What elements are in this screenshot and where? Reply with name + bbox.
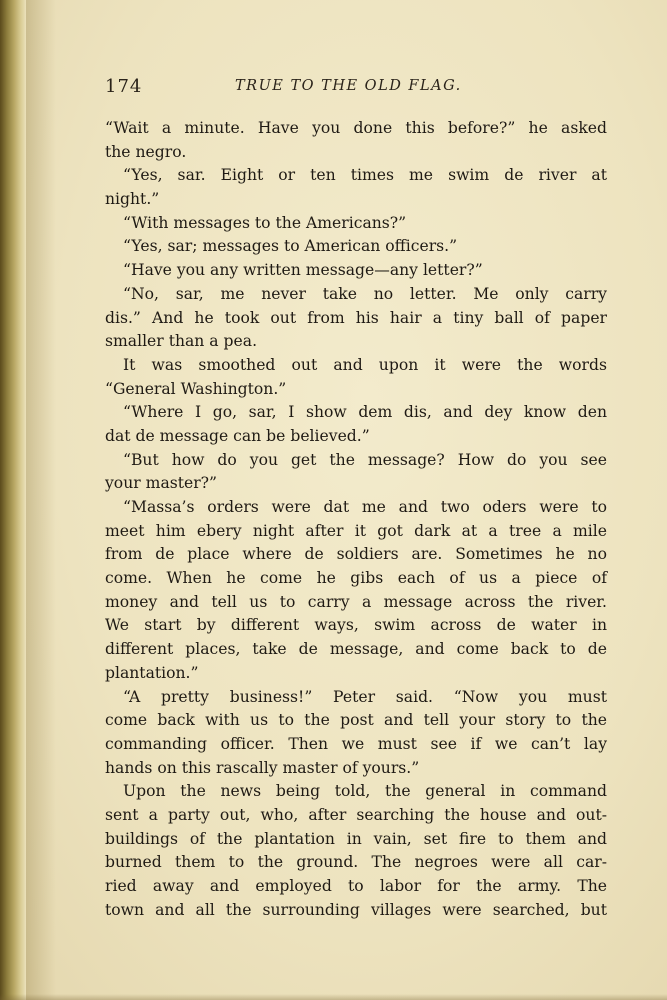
text-line: your master?” [105, 474, 218, 493]
text-line: burned them to the ground. The negroes were all car- [105, 853, 607, 872]
text-line: Upon the news being told, the general in command [123, 782, 607, 801]
running-head: TRUE TO THE OLD FLAG. [235, 78, 462, 94]
text-line: “No, sar, me never take no letter. Me only carry [123, 284, 607, 303]
text-line: sent a party out, who, after searching the house and out- [105, 805, 607, 824]
text-line: come back with us to the post and tell your story to the [105, 711, 607, 730]
text-line: “Have you any written message—any letter?” [123, 261, 483, 280]
body-text [105, 117, 607, 922]
text-line: “Wait a minute. Have you done this before?” he asked [105, 119, 607, 137]
text-line: “Massa’s orders were dat me and two oders were to [123, 498, 607, 516]
text-line: smaller than a pea. [105, 332, 258, 351]
book-spine-edge [0, 0, 26, 1000]
text-line: buildings of the plantation in vain, set fire to them and [105, 829, 607, 848]
text-line: plantation.” [105, 663, 199, 682]
text-line: It was smoothed out and upon it were the words [123, 355, 607, 374]
text-line: town and all the surrounding villages were searched, but [105, 900, 607, 919]
gutter-shadow [26, 0, 56, 1000]
page-header [105, 76, 607, 102]
text-line: money and tell us to carry a message across the river. [105, 592, 607, 611]
text-line: We start by different ways, swim across de water in [105, 616, 607, 635]
text-line: night.” [105, 190, 160, 209]
text-line: the negro. [105, 142, 187, 161]
text-line: “With messages to the Americans?” [123, 213, 407, 232]
text-line: dat de message can be believed.” [105, 426, 370, 445]
text-line: “General Washington.” [105, 379, 287, 398]
text-line: hands on this rascally master of yours.” [105, 758, 420, 777]
text-line: come. When he come he gibs each of us a piece of [105, 569, 607, 588]
text-line: “Yes, sar. Eight or ten times me swim de river at [123, 166, 607, 185]
text-line: “A pretty business!” Peter said. “Now you must [123, 687, 607, 706]
text-line: “Yes, sar; messages to American officers.” [123, 237, 458, 256]
text-line: dis.” And he took out from his hair a tiny ball of paper [105, 308, 607, 327]
text-line: “Where I go, sar, I show dem dis, and dey know den [123, 403, 607, 422]
text-line: different places, take de message, and come back to de [105, 640, 607, 659]
text-line: “But how do you get the message? How do you see [123, 450, 607, 469]
page-number: 174 [105, 76, 143, 97]
text-line: ried away and employed to labor for the army. The [105, 877, 607, 895]
text-line: from de place where de soldiers are. Sometimes he no [105, 545, 607, 564]
text-line: commanding officer. Then we must see if we can’t lay [105, 734, 607, 753]
page-bottom-edge [0, 994, 667, 1000]
text-line: meet him ebery night after it got dark at a tree a mile [105, 521, 607, 540]
